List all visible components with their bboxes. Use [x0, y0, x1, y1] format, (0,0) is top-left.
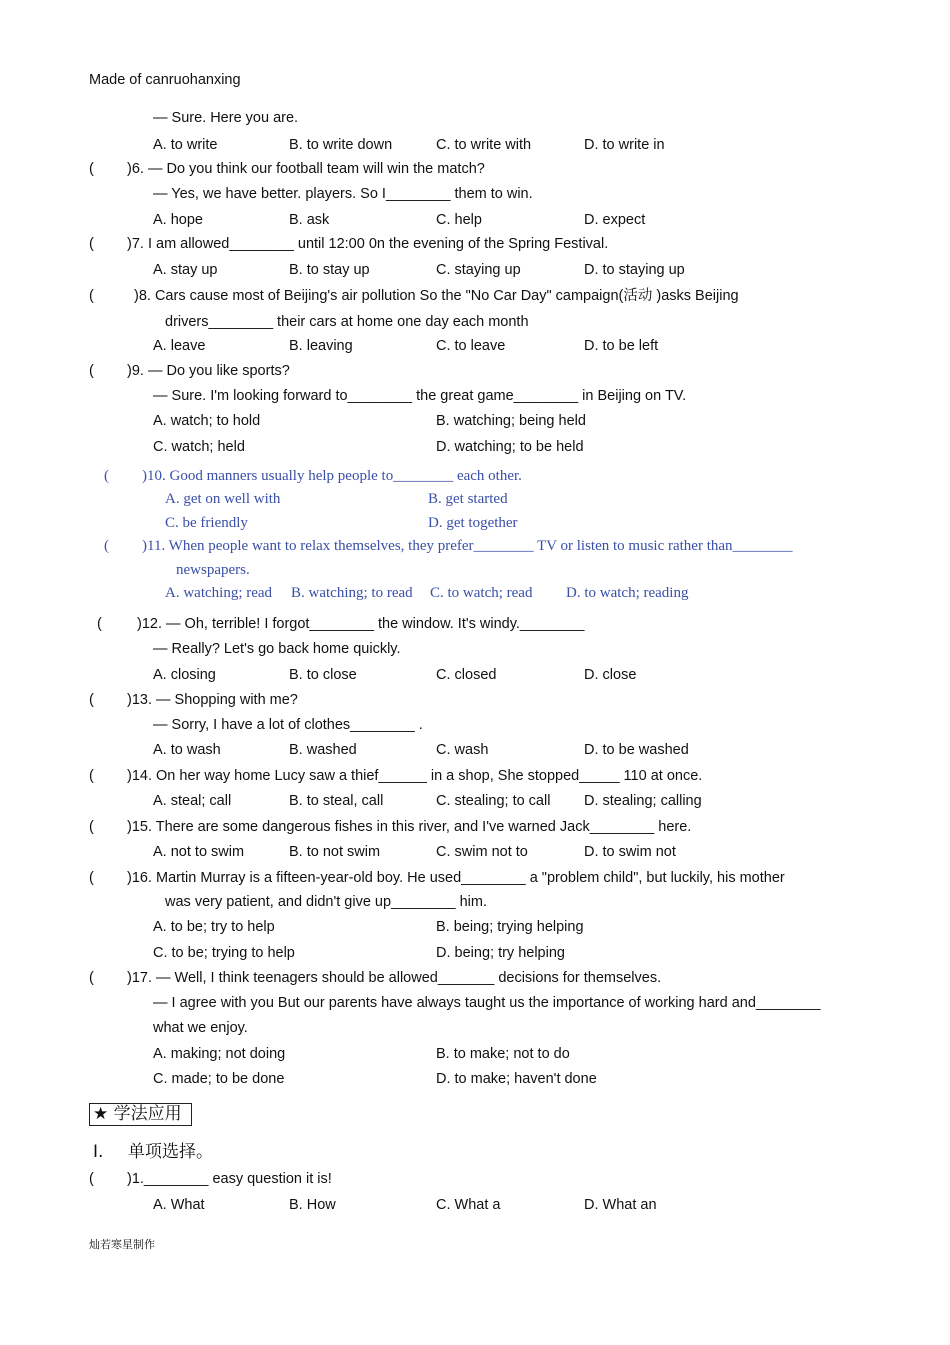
option: B. to close	[289, 667, 357, 683]
option: A. get on well with	[165, 491, 281, 507]
option: C. help	[436, 212, 482, 228]
option: C. wash	[436, 742, 489, 758]
option: A. making; not doing	[153, 1046, 286, 1062]
answer-paren: (	[89, 819, 94, 835]
option: A. hope	[153, 212, 203, 228]
option: B. to not swim	[289, 844, 381, 860]
option: B. How	[289, 1197, 336, 1213]
part-number: I.	[93, 1142, 104, 1162]
option: D. close	[584, 667, 637, 683]
question-text: )14. On her way home Lucy saw a thief______ in a shop, She stopped_____ 110 at once.	[127, 768, 703, 784]
option: C. swim not to	[436, 844, 528, 860]
option: A. What	[153, 1197, 205, 1213]
answer-paren: (	[89, 692, 94, 708]
option: D. stealing; calling	[584, 793, 702, 809]
option: D. to swim not	[584, 844, 676, 860]
option: C. staying up	[436, 262, 521, 278]
question-text: )8. Cars cause most of Beijing's air pollution So the "No Car Day" campaign(活动 )asks Beijing	[134, 288, 739, 304]
option: D. to be left	[584, 338, 659, 354]
option: D. to write in	[584, 137, 665, 153]
option: C. watch; held	[153, 439, 245, 455]
answer-paren: (	[89, 768, 94, 784]
question-text: )9. — Do you like sports?	[127, 363, 290, 379]
question-text: )15. There are some dangerous fishes in this river, and I've warned Jack________ here.	[127, 819, 692, 835]
option: D. to staying up	[584, 262, 685, 278]
option: B. watching; to read	[291, 585, 413, 601]
option: A. closing	[153, 667, 216, 683]
answer-paren: (	[97, 616, 102, 632]
question-text: — Really? Let's go back home quickly.	[153, 641, 401, 657]
question-text: )7. I am allowed________ until 12:00 0n the evening of the Spring Festival.	[127, 236, 609, 252]
question-text: )6. — Do you think our football team will win the match?	[127, 161, 485, 177]
question-text: )1.________ easy question it is!	[127, 1171, 332, 1187]
section-heading: ★ 学法应用	[89, 1103, 192, 1126]
answer-paren: (	[89, 1171, 94, 1187]
question-text: — Sure. I'm looking forward to________ the great game________ in Beijing on TV.	[153, 388, 687, 404]
part-title: 单项选择。	[128, 1142, 213, 1162]
question-text: )10. Good manners usually help people to________ each other.	[142, 468, 522, 484]
question-text: )11. When people want to relax themselves, they prefer________ TV or listen to music rather than________	[142, 538, 793, 554]
question-text: — Sorry, I have a lot of clothes________ .	[153, 717, 423, 733]
answer-paren: (	[89, 363, 94, 379]
question-text: what we enjoy.	[153, 1020, 248, 1036]
option: A. to be; try to help	[153, 919, 275, 935]
option: C. closed	[436, 667, 497, 683]
option: A. stay up	[153, 262, 218, 278]
option: B. watching; being held	[436, 413, 586, 429]
option: C. made; to be done	[153, 1071, 285, 1087]
option: B. to make; not to do	[436, 1046, 570, 1062]
option: C. to write with	[436, 137, 532, 153]
option: D. being; try helping	[436, 945, 565, 961]
option: C. to leave	[436, 338, 506, 354]
question-text: )17. — Well, I think teenagers should be allowed_______ decisions for themselves.	[127, 970, 662, 986]
option: C. What a	[436, 1197, 501, 1213]
option: B. to write down	[289, 137, 393, 153]
option: B. get started	[428, 491, 508, 507]
option: B. being; trying helping	[436, 919, 584, 935]
answer-paren: (	[89, 236, 94, 252]
option: B. ask	[289, 212, 330, 228]
question-text: was very patient, and didn't give up________ him.	[165, 894, 487, 910]
question-text: )16. Martin Murray is a fifteen-year-old boy. He used________ a "problem child", but luckily, his mother	[127, 870, 785, 886]
question-text: — I agree with you But our parents have always taught us the importance of working hard and________	[153, 995, 821, 1011]
option: A. not to swim	[153, 844, 245, 860]
option: A. watch; to hold	[153, 413, 261, 429]
question-text: — Sure. Here you are.	[153, 110, 299, 126]
answer-paren: (	[104, 538, 109, 554]
option: B. to stay up	[289, 262, 370, 278]
answer-paren: (	[89, 288, 94, 304]
option: B. washed	[289, 742, 357, 758]
option: C. be friendly	[165, 515, 248, 531]
answer-paren: (	[89, 970, 94, 986]
answer-paren: (	[89, 161, 94, 177]
page-footer: 灿若寒星制作	[89, 1238, 155, 1251]
option: B. to steal, call	[289, 793, 384, 809]
option: C. stealing; to call	[436, 793, 551, 809]
page-header: Made of canruohanxing	[89, 72, 241, 88]
option: B. leaving	[289, 338, 353, 354]
question-text: )13. — Shopping with me?	[127, 692, 298, 708]
option: D. What an	[584, 1197, 657, 1213]
option: D. expect	[584, 212, 646, 228]
option: A. watching; read	[165, 585, 273, 601]
option: D. to be washed	[584, 742, 689, 758]
option: A. leave	[153, 338, 206, 354]
question-text: — Yes, we have better. players. So I________ them to win.	[153, 186, 533, 202]
option: C. to be; trying to help	[153, 945, 295, 961]
option: A. to wash	[153, 742, 221, 758]
option: D. get together	[428, 515, 518, 531]
question-text: )12. — Oh, terrible! I forgot________ the window. It's windy.________	[137, 616, 585, 632]
option: A. steal; call	[153, 793, 232, 809]
option: A. to write	[153, 137, 218, 153]
option: D. to make; haven't done	[436, 1071, 597, 1087]
option: D. to watch; reading	[566, 585, 689, 601]
answer-paren: (	[89, 870, 94, 886]
question-text: newspapers.	[176, 562, 250, 578]
option: D. watching; to be held	[436, 439, 584, 455]
answer-paren: (	[104, 468, 109, 484]
option: C. to watch; read	[430, 585, 533, 601]
question-text: drivers________ their cars at home one day each month	[165, 314, 529, 330]
